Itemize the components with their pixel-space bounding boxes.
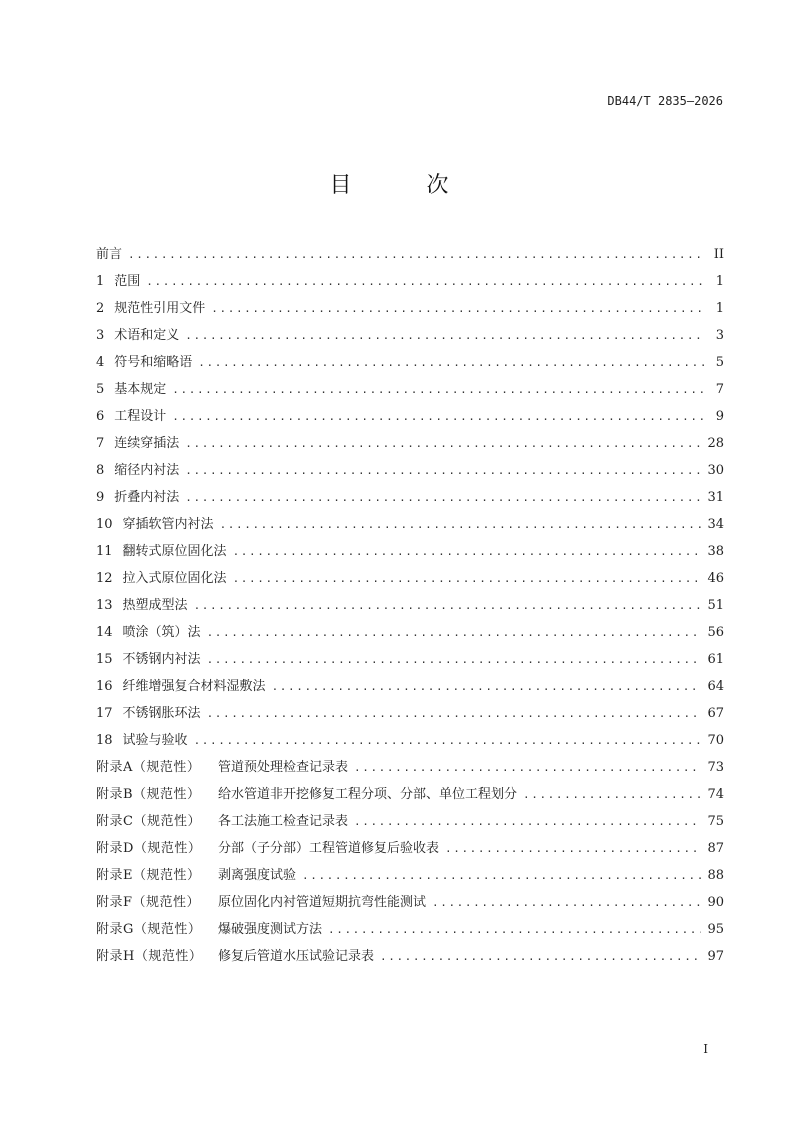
toc-entry-page: 31: [707, 489, 724, 505]
toc-entry-number: 12: [96, 570, 113, 586]
toc-entry-title: 范围: [114, 273, 141, 289]
document-code: DB44/T 2835—2026: [607, 94, 723, 108]
toc-entry[interactable]: [96, 511, 724, 538]
toc-entry-number: 15: [96, 651, 113, 667]
dot-leader: [172, 409, 704, 425]
appendix-title: 管道预处理检查记录表: [218, 759, 349, 775]
toc-entry-page: II: [713, 246, 724, 262]
toc-entry[interactable]: [96, 592, 724, 619]
toc-entry-number: 13: [96, 597, 113, 613]
toc-entry-page: 56: [707, 624, 724, 640]
toc-entry[interactable]: [96, 403, 724, 430]
dot-leader: [185, 490, 701, 506]
toc-entry-title: 前言: [96, 246, 123, 262]
dot-leader: [233, 544, 702, 560]
toc-entry-number: 16: [96, 678, 113, 694]
appendix-page: 74: [707, 786, 724, 802]
appendix-title: 剥离强度试验: [218, 867, 297, 883]
dot-leader: [146, 274, 704, 290]
toc-entry-number: 5: [96, 381, 105, 397]
toc-entry[interactable]: [96, 268, 724, 295]
appendix-prefix: 附录B（规范性）: [96, 786, 201, 802]
page-number: I: [703, 1042, 708, 1056]
toc-entry-title: 不锈钢内衬法: [122, 651, 201, 667]
dot-leader: [207, 706, 702, 722]
appendix-title: 给水管道非开挖修复工程分项、分部、单位工程划分: [218, 786, 518, 802]
toc-entry-number: 18: [96, 732, 113, 748]
table-of-contents: [96, 241, 724, 970]
appendix-prefix: 附录H（规范性）: [96, 948, 203, 964]
toc-appendix-entry[interactable]: [96, 916, 724, 943]
dot-leader: [207, 652, 702, 668]
toc-entry-page: 38: [707, 543, 724, 559]
toc-entry[interactable]: [96, 376, 724, 403]
appendix-page: 95: [707, 921, 724, 937]
toc-entry[interactable]: [96, 646, 724, 673]
toc-entry[interactable]: [96, 430, 724, 457]
toc-entry-page: 51: [707, 597, 724, 613]
toc-entry[interactable]: [96, 484, 724, 511]
appendix-prefix: 附录G（规范性）: [96, 921, 202, 937]
toc-entry-page: 28: [707, 435, 724, 451]
toc-entry-title: 折叠内衬法: [114, 489, 180, 505]
toc-entry-title: 试验与验收: [122, 732, 188, 748]
toc-appendix-entry[interactable]: [96, 754, 724, 781]
dot-leader: [328, 922, 701, 938]
appendix-page: 87: [707, 840, 724, 856]
toc-entry-title: 拉入式原位固化法: [122, 570, 227, 586]
dot-leader: [220, 517, 702, 533]
toc-appendix-entry[interactable]: [96, 889, 724, 916]
toc-entry[interactable]: [96, 673, 724, 700]
toc-entry-number: 17: [96, 705, 113, 721]
toc-entry-title: 工程设计: [114, 408, 167, 424]
toc-entry-number: 10: [96, 516, 113, 532]
toc-entry-number: 7: [96, 435, 105, 451]
dot-leader: [211, 301, 704, 317]
toc-entry[interactable]: [96, 619, 724, 646]
dot-leader: [185, 463, 701, 479]
toc-entry-title: 翻转式原位固化法: [122, 543, 227, 559]
dot-leader: [445, 841, 701, 857]
dot-leader: [128, 247, 704, 263]
toc-entry[interactable]: [96, 565, 724, 592]
toc-entry-title: 术语和定义: [114, 327, 180, 343]
toc-appendix-entry[interactable]: [96, 835, 724, 862]
toc-entry-number: 9: [96, 489, 105, 505]
toc-entry-number: 1: [96, 273, 105, 289]
appendix-title: 爆破强度测试方法: [218, 921, 323, 937]
toc-entry-number: 4: [96, 354, 105, 370]
toc-entry-title: 穿插软管内衬法: [122, 516, 214, 532]
toc-entry-title: 喷涂（筑）法: [122, 624, 201, 640]
toc-entry-page: 7: [715, 381, 724, 397]
toc-entry-title: 符号和缩略语: [114, 354, 193, 370]
toc-entry-title: 连续穿插法: [114, 435, 180, 451]
toc-entry[interactable]: [96, 295, 724, 322]
toc-entry-page: 61: [707, 651, 724, 667]
toc-entry-number: 11: [96, 543, 113, 559]
toc-entry-page: 46: [707, 570, 724, 586]
toc-entry[interactable]: [96, 322, 724, 349]
toc-entry-page: 67: [707, 705, 724, 721]
toc-appendix-entry[interactable]: [96, 943, 724, 970]
toc-entry-page: 30: [707, 462, 724, 478]
appendix-page: 90: [707, 894, 724, 910]
toc-entry[interactable]: [96, 241, 724, 268]
dot-leader: [194, 598, 702, 614]
appendix-page: 97: [707, 948, 724, 964]
appendix-title: 各工法施工检查记录表: [218, 813, 349, 829]
toc-entry-page: 5: [715, 354, 724, 370]
appendix-title: 原位固化内衬管道短期抗弯性能测试: [218, 894, 427, 910]
dot-leader: [233, 571, 702, 587]
toc-entry-title: 纤维增强复合材料湿敷法: [122, 678, 266, 694]
toc-entry-page: 9: [715, 408, 724, 424]
dot-leader: [185, 328, 704, 344]
appendix-prefix: 附录F（规范性）: [96, 894, 201, 910]
dot-leader: [207, 625, 702, 641]
appendix-prefix: 附录D（规范性）: [96, 840, 202, 856]
dot-leader: [194, 733, 702, 749]
dot-leader: [354, 760, 701, 776]
toc-entry[interactable]: [96, 727, 724, 754]
dot-leader: [185, 436, 701, 452]
dot-leader: [523, 787, 701, 803]
toc-entry[interactable]: [96, 700, 724, 727]
dot-leader: [172, 382, 704, 398]
toc-appendix-entry[interactable]: [96, 862, 724, 889]
toc-entry-page: 70: [707, 732, 724, 748]
toc-entry-page: 1: [715, 300, 724, 316]
toc-entry[interactable]: [96, 457, 724, 484]
toc-entry-number: 8: [96, 462, 105, 478]
appendix-prefix: 附录E（规范性）: [96, 867, 201, 883]
dot-leader: [380, 949, 701, 965]
toc-appendix-entry[interactable]: [96, 781, 724, 808]
dot-leader: [302, 868, 701, 884]
appendix-prefix: 附录C（规范性）: [96, 813, 201, 829]
dot-leader: [198, 355, 704, 371]
page-title: 目 次: [329, 173, 483, 198]
toc-entry-page: 64: [707, 678, 724, 694]
toc-entry-title: 缩径内衬法: [114, 462, 180, 478]
toc-entry-number: 6: [96, 408, 105, 424]
toc-entry-page: 3: [715, 327, 724, 343]
toc-entry-number: 14: [96, 624, 113, 640]
appendix-title: 修复后管道水压试验记录表: [218, 948, 375, 964]
toc-entry-page: 1: [715, 273, 724, 289]
appendix-page: 75: [707, 813, 724, 829]
toc-entry-page: 34: [707, 516, 724, 532]
appendix-prefix: 附录A（规范性）: [96, 759, 201, 775]
appendix-page: 73: [707, 759, 724, 775]
toc-entry-number: 2: [96, 300, 105, 316]
toc-entry[interactable]: [96, 538, 724, 565]
dot-leader: [432, 895, 701, 911]
toc-entry-title: 基本规定: [114, 381, 167, 397]
toc-entry-title: 热塑成型法: [122, 597, 188, 613]
toc-appendix-entry[interactable]: [96, 808, 724, 835]
toc-entry-title: 不锈钢胀环法: [122, 705, 201, 721]
toc-entry-title: 规范性引用文件: [114, 300, 206, 316]
toc-entry-number: 3: [96, 327, 105, 343]
dot-leader: [272, 679, 702, 695]
dot-leader: [354, 814, 701, 830]
appendix-page: 88: [707, 867, 724, 883]
appendix-title: 分部（子分部）工程管道修复后验收表: [218, 840, 440, 856]
toc-entry[interactable]: [96, 349, 724, 376]
